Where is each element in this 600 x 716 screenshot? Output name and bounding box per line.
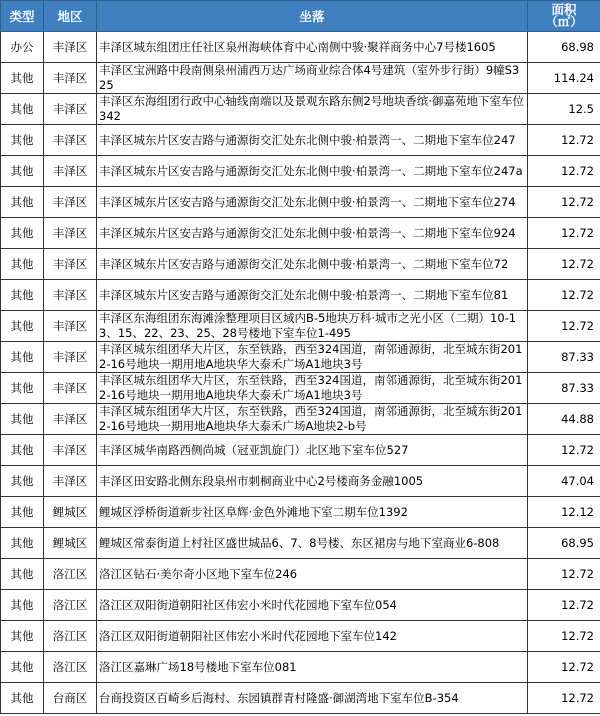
cell-district: 丰泽区 xyxy=(44,63,97,94)
cell-area: 12.72 xyxy=(528,280,600,311)
cell-type: 其他 xyxy=(1,466,44,497)
table-row xyxy=(1,559,600,590)
table-row xyxy=(1,590,600,621)
cell-location: 丰泽区城东片区安吉路与通源街交汇处东北侧中骏·柏景湾一、二期地下室车位924 xyxy=(97,218,528,249)
cell-type: 其他 xyxy=(1,652,44,683)
cell-location: 丰泽区东海组团行政中心轴线南端以及景观东路东侧2号地块香缤·御嘉苑地下室车位342 xyxy=(97,94,528,125)
cell-location: 洛江区双阳街道朝阳社区伟宏小米时代花园地下室车位054 xyxy=(97,590,528,621)
cell-location: 丰泽区城东片区安吉路与通源街交汇处东北侧中骏·柏景湾一、二期地下室车位247 xyxy=(97,125,528,156)
cell-district: 洛江区 xyxy=(44,652,97,683)
cell-district: 丰泽区 xyxy=(44,342,97,373)
cell-district: 丰泽区 xyxy=(44,435,97,466)
cell-location: 丰泽区城东组团华大片区，东至铁路，西至324国道，南邻通源街，北至城东街2012-16号地块一期用地A地块华大泰禾广场A地块2-b号 xyxy=(97,404,528,435)
table-row xyxy=(1,621,600,652)
cell-area: 12.72 xyxy=(528,311,600,342)
cell-type: 其他 xyxy=(1,683,44,714)
cell-type: 其他 xyxy=(1,621,44,652)
cell-type: 其他 xyxy=(1,497,44,528)
cell-district: 洛江区 xyxy=(44,590,97,621)
cell-district: 丰泽区 xyxy=(44,94,97,125)
cell-district: 丰泽区 xyxy=(44,249,97,280)
cell-location: 丰泽区城东组团庄任社区泉州海峡体育中心南侧中骏·聚祥商务中心7号楼1605 xyxy=(97,32,528,63)
table-row xyxy=(1,373,600,404)
cell-location: 丰泽区城东组团华大片区，东至铁路，西至324国道，南邻通源街，北至城东街2012-16号地块一期用地A地块华大泰禾广场A1地块3号 xyxy=(97,342,528,373)
cell-type: 其他 xyxy=(1,218,44,249)
cell-district: 丰泽区 xyxy=(44,32,97,63)
cell-location: 洛江区双阳街道朝阳社区伟宏小米时代花园地下室车位142 xyxy=(97,621,528,652)
table-row xyxy=(1,125,600,156)
cell-area: 12.72 xyxy=(528,621,600,652)
header-row xyxy=(1,1,600,32)
table-row xyxy=(1,63,600,94)
cell-location: 洛江区嘉琳广场18号楼地下室车位081 xyxy=(97,652,528,683)
cell-district: 鲤城区 xyxy=(44,497,97,528)
cell-district: 丰泽区 xyxy=(44,280,97,311)
cell-type: 其他 xyxy=(1,435,44,466)
cell-area: 68.98 xyxy=(528,32,600,63)
table-row xyxy=(1,652,600,683)
cell-type: 其他 xyxy=(1,125,44,156)
cell-location: 丰泽区城东片区安吉路与通源街交汇处东北侧中骏·柏景湾一、二期地下室车位72 xyxy=(97,249,528,280)
cell-district: 丰泽区 xyxy=(44,218,97,249)
cell-district: 丰泽区 xyxy=(44,311,97,342)
cell-district: 台商区 xyxy=(44,683,97,714)
table-row xyxy=(1,683,600,714)
cell-location: 丰泽区田安路北侧东段泉州市刺桐商业中心2号楼商务金融1005 xyxy=(97,466,528,497)
cell-area: 12.72 xyxy=(528,125,600,156)
header-type: 类型 xyxy=(1,1,44,32)
cell-type: 其他 xyxy=(1,187,44,218)
table-row xyxy=(1,280,600,311)
cell-area: 12.72 xyxy=(528,652,600,683)
cell-location: 丰泽区宝洲路中段南侧泉州浦西万达广场商业综合体4号建筑（室外步行街）9幢S325 xyxy=(97,63,528,94)
cell-location: 丰泽区城华南路西侧尚城（冠亚凯旋门）北区地下室车位527 xyxy=(97,435,528,466)
cell-type: 办公 xyxy=(1,32,44,63)
cell-area: 12.72 xyxy=(528,249,600,280)
cell-type: 其他 xyxy=(1,94,44,125)
table-row xyxy=(1,528,600,559)
table-row xyxy=(1,249,600,280)
table-row xyxy=(1,311,600,342)
cell-type: 其他 xyxy=(1,249,44,280)
cell-district: 丰泽区 xyxy=(44,125,97,156)
table-row xyxy=(1,94,600,125)
cell-type: 其他 xyxy=(1,559,44,590)
cell-area: 87.33 xyxy=(528,342,600,373)
cell-area: 44.88 xyxy=(528,404,600,435)
table-row xyxy=(1,187,600,218)
cell-area: 47.04 xyxy=(528,466,600,497)
cell-area: 12.72 xyxy=(528,559,600,590)
cell-area: 12.72 xyxy=(528,218,600,249)
table-row xyxy=(1,156,600,187)
cell-type: 其他 xyxy=(1,311,44,342)
cell-location: 洛江区钻石·美尔奇小区地下室车位246 xyxy=(97,559,528,590)
cell-location: 丰泽区城东组团华大片区，东至铁路，西至324国道，南邻通源街，北至城东街2012-16号地块一期用地A地块华大泰禾广场A1地块3号 xyxy=(97,373,528,404)
header-area-label: 面积 xyxy=(551,2,577,17)
cell-district: 丰泽区 xyxy=(44,156,97,187)
cell-area: 87.33 xyxy=(528,373,600,404)
cell-location: 鲤城区浮桥街道新步社区阜辉·金色外滩地下室二期车位1392 xyxy=(97,497,528,528)
cell-location: 台商投资区百崎乡后海村、东园镇群青村隆盛·御湖湾地下室车位B-354 xyxy=(97,683,528,714)
cell-type: 其他 xyxy=(1,63,44,94)
cell-area: 12.72 xyxy=(528,590,600,621)
cell-area: 12.5 xyxy=(528,94,600,125)
cell-type: 其他 xyxy=(1,528,44,559)
cell-type: 其他 xyxy=(1,156,44,187)
cell-location: 丰泽区城东片区安吉路与通源街交汇处东北侧中骏·柏景湾一、二期地下室车位81 xyxy=(97,280,528,311)
table-row xyxy=(1,497,600,528)
table-row xyxy=(1,404,600,435)
table-row xyxy=(1,466,600,497)
cell-district: 鲤城区 xyxy=(44,528,97,559)
cell-area: 12.72 xyxy=(528,187,600,218)
cell-location: 丰泽区城东片区安吉路与通源街交汇处东北侧中骏·柏景湾一、二期地下室车位247a xyxy=(97,156,528,187)
table-row xyxy=(1,342,600,373)
cell-district: 丰泽区 xyxy=(44,373,97,404)
cell-district: 洛江区 xyxy=(44,621,97,652)
cell-area: 12.72 xyxy=(528,435,600,466)
cell-type: 其他 xyxy=(1,342,44,373)
cell-type: 其他 xyxy=(1,590,44,621)
cell-type: 其他 xyxy=(1,280,44,311)
cell-location: 丰泽区城东片区安吉路与通源街交汇处东北侧中骏·柏景湾一、二期地下室车位274 xyxy=(97,187,528,218)
cell-area: 12.12 xyxy=(528,497,600,528)
table-row xyxy=(1,32,600,63)
cell-district: 丰泽区 xyxy=(44,404,97,435)
cell-district: 洛江区 xyxy=(44,559,97,590)
header-district: 地区 xyxy=(44,1,97,32)
header-area xyxy=(528,1,600,32)
cell-location: 丰泽区东海组团东海滩涂整理项目区域内B-5地块万科·城市之光小区（二期）10-13、15、22、23、25、28号楼地下室车位1-495 xyxy=(97,311,528,342)
table-row xyxy=(1,435,600,466)
table-row xyxy=(1,218,600,249)
cell-area: 114.24 xyxy=(528,63,600,94)
cell-district: 丰泽区 xyxy=(44,187,97,218)
header-area-unit: （㎡） xyxy=(545,14,583,29)
cell-area: 12.72 xyxy=(528,156,600,187)
cell-type: 其他 xyxy=(1,404,44,435)
header-location: 坐落 xyxy=(97,1,528,32)
cell-area: 68.95 xyxy=(528,528,600,559)
cell-type: 其他 xyxy=(1,373,44,404)
cell-area: 12.72 xyxy=(528,683,600,714)
cell-district: 丰泽区 xyxy=(44,466,97,497)
cell-location: 鲤城区常泰街道上村社区盛世城品6、7、8号楼、东区裙房与地下室商业6-808 xyxy=(97,528,528,559)
